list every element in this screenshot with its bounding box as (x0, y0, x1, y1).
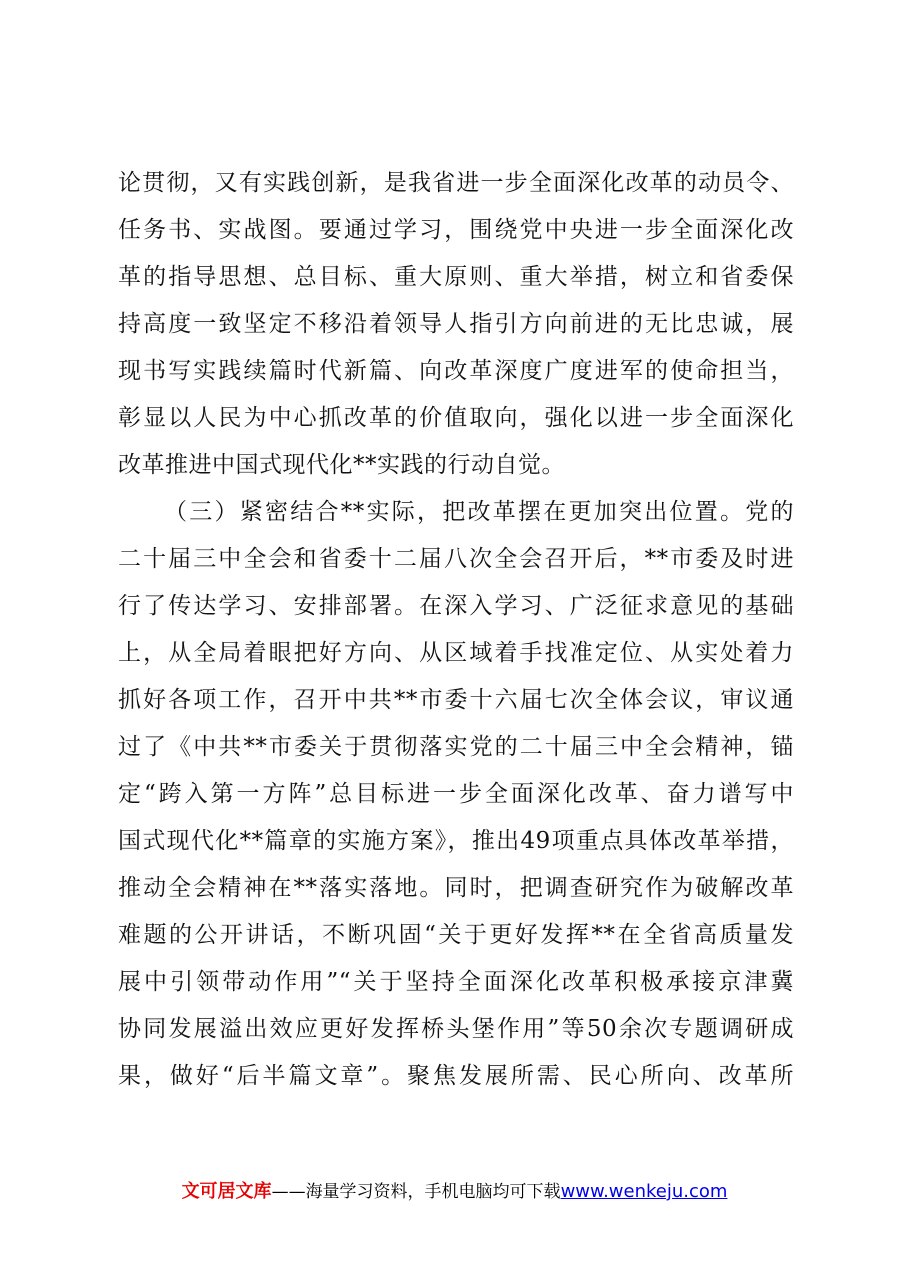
text-line: 难题的公开讲话，不断巩固“关于更好发挥**在全省高质量发 (118, 922, 794, 948)
footer-url-link[interactable]: www.wenkeju.com (560, 1181, 728, 1202)
footer-tagline: ——海量学习资料，手机电脑均可下载 (271, 1182, 561, 1202)
text-line: 过了《中共**市委关于贯彻落实党的二十届三中全会精神，锚 (118, 734, 794, 760)
text-line: 现书写实践续篇时代新篇、向改革深度广度进军的使命担当， (118, 358, 794, 384)
text-line: 二十届三中全会和省委十二届八次全会召开后，**市委及时进 (118, 546, 794, 572)
document-body (118, 160, 794, 1100)
text-line: 推动全会精神在**落实落地。同时，把调查研究作为破解改革 (118, 875, 794, 901)
text-line: 革的指导思想、总目标、重大原则、重大举措，树立和省委保 (118, 264, 794, 290)
text-line: 果，做好“后半篇文章”。聚焦发展所需、民心所向、改革所 (118, 1063, 794, 1089)
text-line: 上，从全局着眼把好方向、从区域着手找准定位、从实处着力 (118, 640, 794, 666)
text-line: 改革推进中国式现代化**实践的行动自觉。 (118, 452, 565, 478)
text-line: 抓好各项工作，召开中共**市委十六届七次全体会议，审议通 (118, 687, 794, 713)
section-heading: （三）紧密结合**实际，把改革摆在更加突出位置。 (164, 499, 746, 525)
text-line: 协同发展溢出效应更好发挥桥头堡作用”等50余次专题调研成 (118, 1016, 794, 1042)
text-line: 持高度一致坚定不移沿着领导人指引方向前进的无比忠诚，展 (118, 311, 794, 337)
text-line: 任务书、实战图。要通过学习，围绕党中央进一步全面深化改 (118, 217, 794, 243)
text-line: 定“跨入第一方阵”总目标进一步全面深化改革、奋力谱写中 (118, 781, 794, 807)
footer-brand: 文可居文库 (181, 1181, 272, 1202)
text-line: 行了传达学习、安排部署。在深入学习、广泛征求意见的基础 (118, 593, 794, 619)
text-line: 彰显以人民为中心抓改革的价值取向，强化以进一步全面深化 (118, 405, 794, 431)
text-line-tail: 党的 (745, 499, 794, 525)
section-heading-line (118, 489, 794, 536)
text-line: 国式现代化**篇章的实施方案》，推出49项重点具体改革举措， (118, 828, 794, 854)
text-line: 展中引领带动作用”“关于坚持全面深化改革积极承接京津冀 (118, 969, 794, 995)
footer-banner (0, 1180, 909, 1204)
text-line: 论贯彻，又有实践创新，是我省进一步全面深化改革的动员令、 (118, 170, 794, 196)
